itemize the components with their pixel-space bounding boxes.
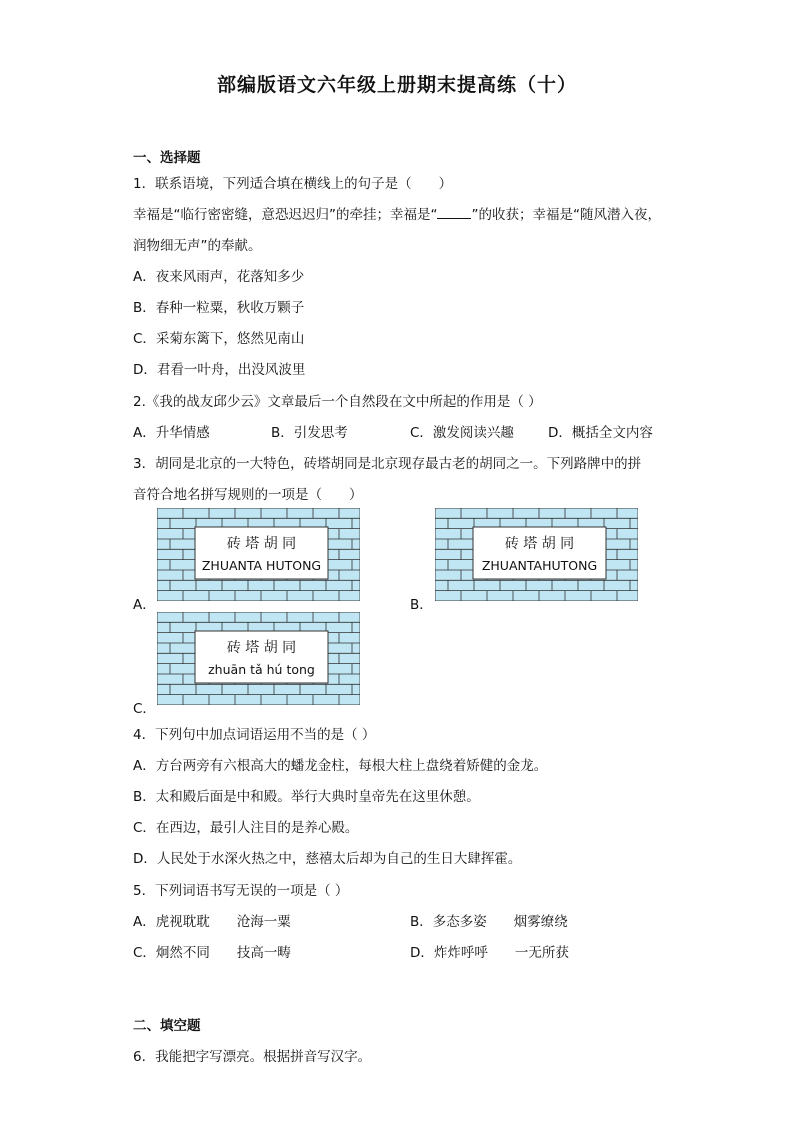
sign-hanzi: 砖 塔 胡 同 bbox=[226, 640, 297, 656]
q3-stem-line1: 3．胡同是北京的一大特色，砖塔胡同是北京现存最古老的胡同之一。下列路牌中的拼 bbox=[133, 456, 642, 472]
sign-pinyin: ZHUANTA HUTONG bbox=[201, 558, 322, 573]
sign-pinyin: ZHUANTAHUTONG bbox=[481, 558, 598, 573]
q1-blank bbox=[437, 206, 471, 219]
q2-option-c: C．激发阅读兴趣 bbox=[410, 425, 514, 441]
q4-option-a: A．方台两旁有六根高大的蟠龙金柱，每根大柱上盘绕着矫健的金龙。 bbox=[133, 758, 548, 774]
q2-option-b: B．引发思考 bbox=[271, 425, 348, 441]
brick-wall bbox=[157, 612, 360, 705]
q1-context-line1: 幸福是“临行密密缝，意恐迟迟归”的牵挂；幸福是“ ”的收获；幸福是“随风潜入夜， bbox=[133, 207, 661, 223]
sign-hanzi: 砖 塔 胡 同 bbox=[226, 536, 297, 552]
q2-stem: 2.《我的战友邱少云》文章最后一个自然段在文中所起的作用是（ ） bbox=[133, 394, 542, 410]
q1-context-line2: 润物细无声”的奉献。 bbox=[133, 238, 262, 254]
q1-stem: 1．联系语境，下列适合填在横线上的句子是（ ） bbox=[133, 176, 453, 192]
street-sign-a bbox=[157, 508, 360, 601]
q5-stem: 5．下列词语书写无误的一项是（ ） bbox=[133, 883, 349, 899]
q4-stem: 4．下列句中加点词语运用不当的是（ ） bbox=[133, 727, 376, 743]
brick-wall bbox=[157, 508, 360, 601]
brick-wall bbox=[435, 508, 638, 601]
q2-option-d: D．概括全文内容 bbox=[548, 425, 653, 441]
section-choice-heading: 一、选择题 bbox=[133, 150, 201, 166]
q5-option-c: C．炯然不同 技高一畴 bbox=[133, 945, 291, 961]
q3-label-c: C． bbox=[133, 701, 156, 717]
street-sign-b bbox=[435, 508, 638, 601]
q2-option-a: A．升华情感 bbox=[133, 425, 210, 441]
q6-stem: 6．我能把字写漂亮。根据拼音写汉字。 bbox=[133, 1049, 372, 1065]
q3-stem-line2: 音符合地名拼写规则的一项是（ ） bbox=[133, 487, 363, 503]
q1-option-b: B．春种一粒粟，秋收万颗子 bbox=[133, 300, 305, 316]
q1-option-a: A．夜来风雨声，花落知多少 bbox=[133, 269, 305, 285]
q4-option-b: B．太和殿后面是中和殿。举行大典时皇帝先在这里休憩。 bbox=[133, 789, 480, 805]
q4-option-c: C．在西边，最引人注目的是养心殿。 bbox=[133, 820, 359, 836]
section-fill-heading: 二、填空题 bbox=[133, 1018, 201, 1034]
q1-option-d: D．君看一叶舟，出没风波里 bbox=[133, 362, 306, 378]
q3-label-a: A． bbox=[133, 597, 156, 613]
sign-hanzi: 砖 塔 胡 同 bbox=[504, 536, 575, 552]
q5-option-b: B．多态多姿 烟雾缭绕 bbox=[410, 914, 568, 930]
q5-option-d: D．炸炸呼呼 一无所获 bbox=[410, 945, 569, 961]
q5-option-a: A．虎视耽耽 沧海一粟 bbox=[133, 914, 291, 930]
q3-label-b: B． bbox=[410, 597, 433, 613]
street-sign-c bbox=[157, 612, 360, 705]
q4-option-d: D．人民处于水深火热之中，慈禧太后却为自己的生日大肆挥霍。 bbox=[133, 851, 522, 867]
page-title: 部编版语文六年级上册期末提高练（十） bbox=[216, 74, 577, 96]
q1-option-c: C．采菊东篱下，悠然见南山 bbox=[133, 331, 305, 347]
sign-pinyin: zhuān tǎ hú tong bbox=[208, 662, 315, 677]
